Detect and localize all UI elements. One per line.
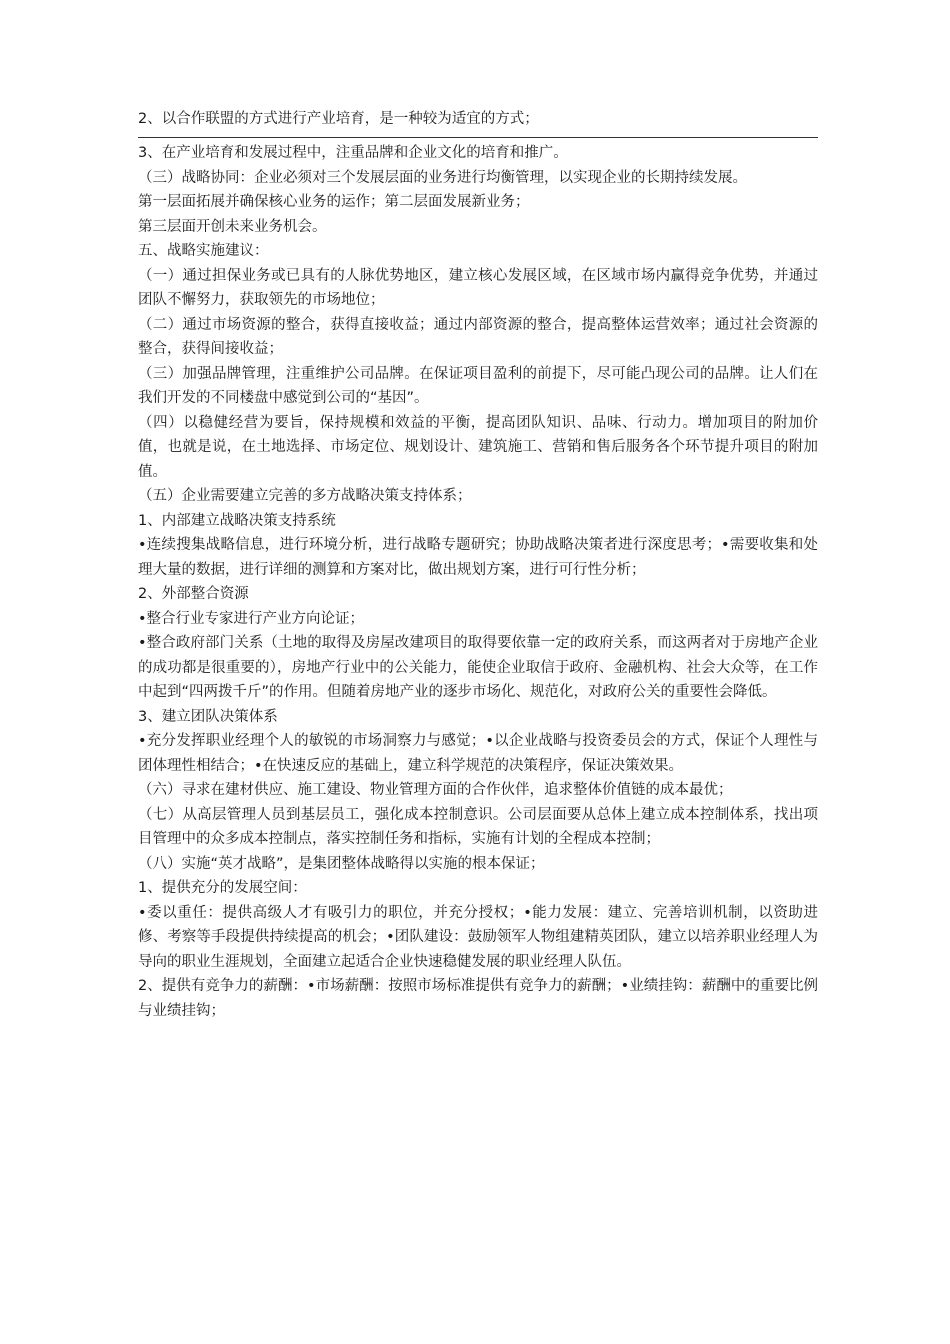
document-body bbox=[138, 141, 818, 1023]
subheading: 1、内部建立战略决策支持系统 bbox=[138, 512, 336, 529]
bullet-paragraph: •委以重任：提供高级人才有吸引力的职位，并充分授权；•能力发展：建立、完善培训机制，以资助进修、考察等手段提供持续提高的机会；•团队建设：鼓励领军人物组建精英团队，建立以培养职业经理人为导向的职业生涯规划，全面建立起适合企业快速稳健发展的职业经理人队伍。 bbox=[138, 904, 818, 970]
subheading: 2、外部整合资源 bbox=[138, 586, 249, 602]
running-header: 2、以合作联盟的方式进行产业培育，是一种较为适宜的方式； bbox=[138, 111, 539, 127]
header-divider bbox=[138, 137, 818, 138]
paragraph: 3、在产业培育和发展过程中，注重品牌和企业文化的培育和推广。 bbox=[138, 145, 568, 161]
bullet-paragraph: •整合行业专家进行产业方向论证； bbox=[138, 610, 365, 627]
paragraph: （六）寻求在建材供应、施工建设、物业管理方面的合作伙伴，追求整体价值链的成本最优； bbox=[138, 782, 733, 798]
paragraph: （八）实施“英才战略”，是集团整体战略得以实施的根本保证； bbox=[138, 855, 545, 872]
paragraph: 第一层面拓展并确保核心业务的运作；第二层面发展新业务； bbox=[138, 194, 530, 210]
paragraph: 第三层面开创未来业务机会。 bbox=[138, 218, 327, 235]
bullet-paragraph: •连续搜集战略信息，进行环境分析，进行战略专题研究；协助战略决策者进行深度思考；•需要收集和处理大量的数据，进行详细的测算和方案对比，做出规划方案，进行可行性分析； bbox=[138, 537, 818, 578]
bullet-paragraph: •充分发挥职业经理个人的敏锐的市场洞察力与感觉；•以企业战略与投资委员会的方式，保证个人理性与团体理性相结合；•在快速反应的基础上，建立科学规范的决策程序，保证决策效果。 bbox=[138, 733, 818, 774]
bullet-paragraph: •整合政府部门关系（土地的取得及房屋改建项目的取得要依靠一定的政府关系，而这两者对于房地产企业的成功都是很重要的），房地产行业中的公关能力，能使企业取信于政府、金融机构、社会大众等，在工作中起到“四两拨千斤”的作用。但随着房地产业的逐步市场化、规范化，对政府公关的重要性会降低。 bbox=[138, 635, 818, 700]
paragraph: （七）从高层管理人员到基层员工，强化成本控制意识。公司层面要从总体上建立成本控制体系，找出项目管理中的众多成本控制点，落实控制任务和指标，实施有计划的全程成本控制； bbox=[138, 806, 818, 847]
subheading: 1、提供充分的发展空间： bbox=[138, 880, 307, 896]
subheading: 3、建立团队决策体系 bbox=[138, 708, 278, 725]
paragraph: （三）加强品牌管理，注重维护公司品牌。在保证项目盈利的前提下，尽可能凸现公司的品牌。让人们在我们开发的不同楼盘中感觉到公司的“基因”。 bbox=[138, 365, 818, 406]
paragraph: （五）企业需要建立完善的多方战略决策支持体系； bbox=[138, 488, 472, 504]
paragraph: （一）通过担保业务或已具有的人脉优势地区，建立核心发展区域，在区域市场内赢得竞争优势，并通过团队不懈努力，获取领先的市场地位； bbox=[138, 267, 818, 308]
paragraph: （三）战略协同：企业必须对三个发展层面的业务进行均衡管理，以实现企业的长期持续发展。 bbox=[138, 169, 747, 186]
bullet-paragraph: 2、提供有竞争力的薪酬：•市场薪酬：按照市场标准提供有竞争力的薪酬；•业绩挂钩：薪酬中的重要比例与业绩挂钩； bbox=[138, 978, 818, 1019]
document-page bbox=[138, 106, 818, 1023]
paragraph: （二）通过市场资源的整合，获得直接收益；通过内部资源的整合，提高整体运营效率；通过社会资源的整合，获得间接收益； bbox=[138, 316, 818, 357]
section-heading: 五、战略实施建议： bbox=[138, 243, 269, 259]
paragraph: （四）以稳健经营为要旨，保持规模和效益的平衡，提高团队知识、品味、行动力。增加项目的附加价值，也就是说，在土地选择、市场定位、规划设计、建筑施工、营销和售后服务各个环节提升项目的附加值。 bbox=[138, 414, 818, 480]
